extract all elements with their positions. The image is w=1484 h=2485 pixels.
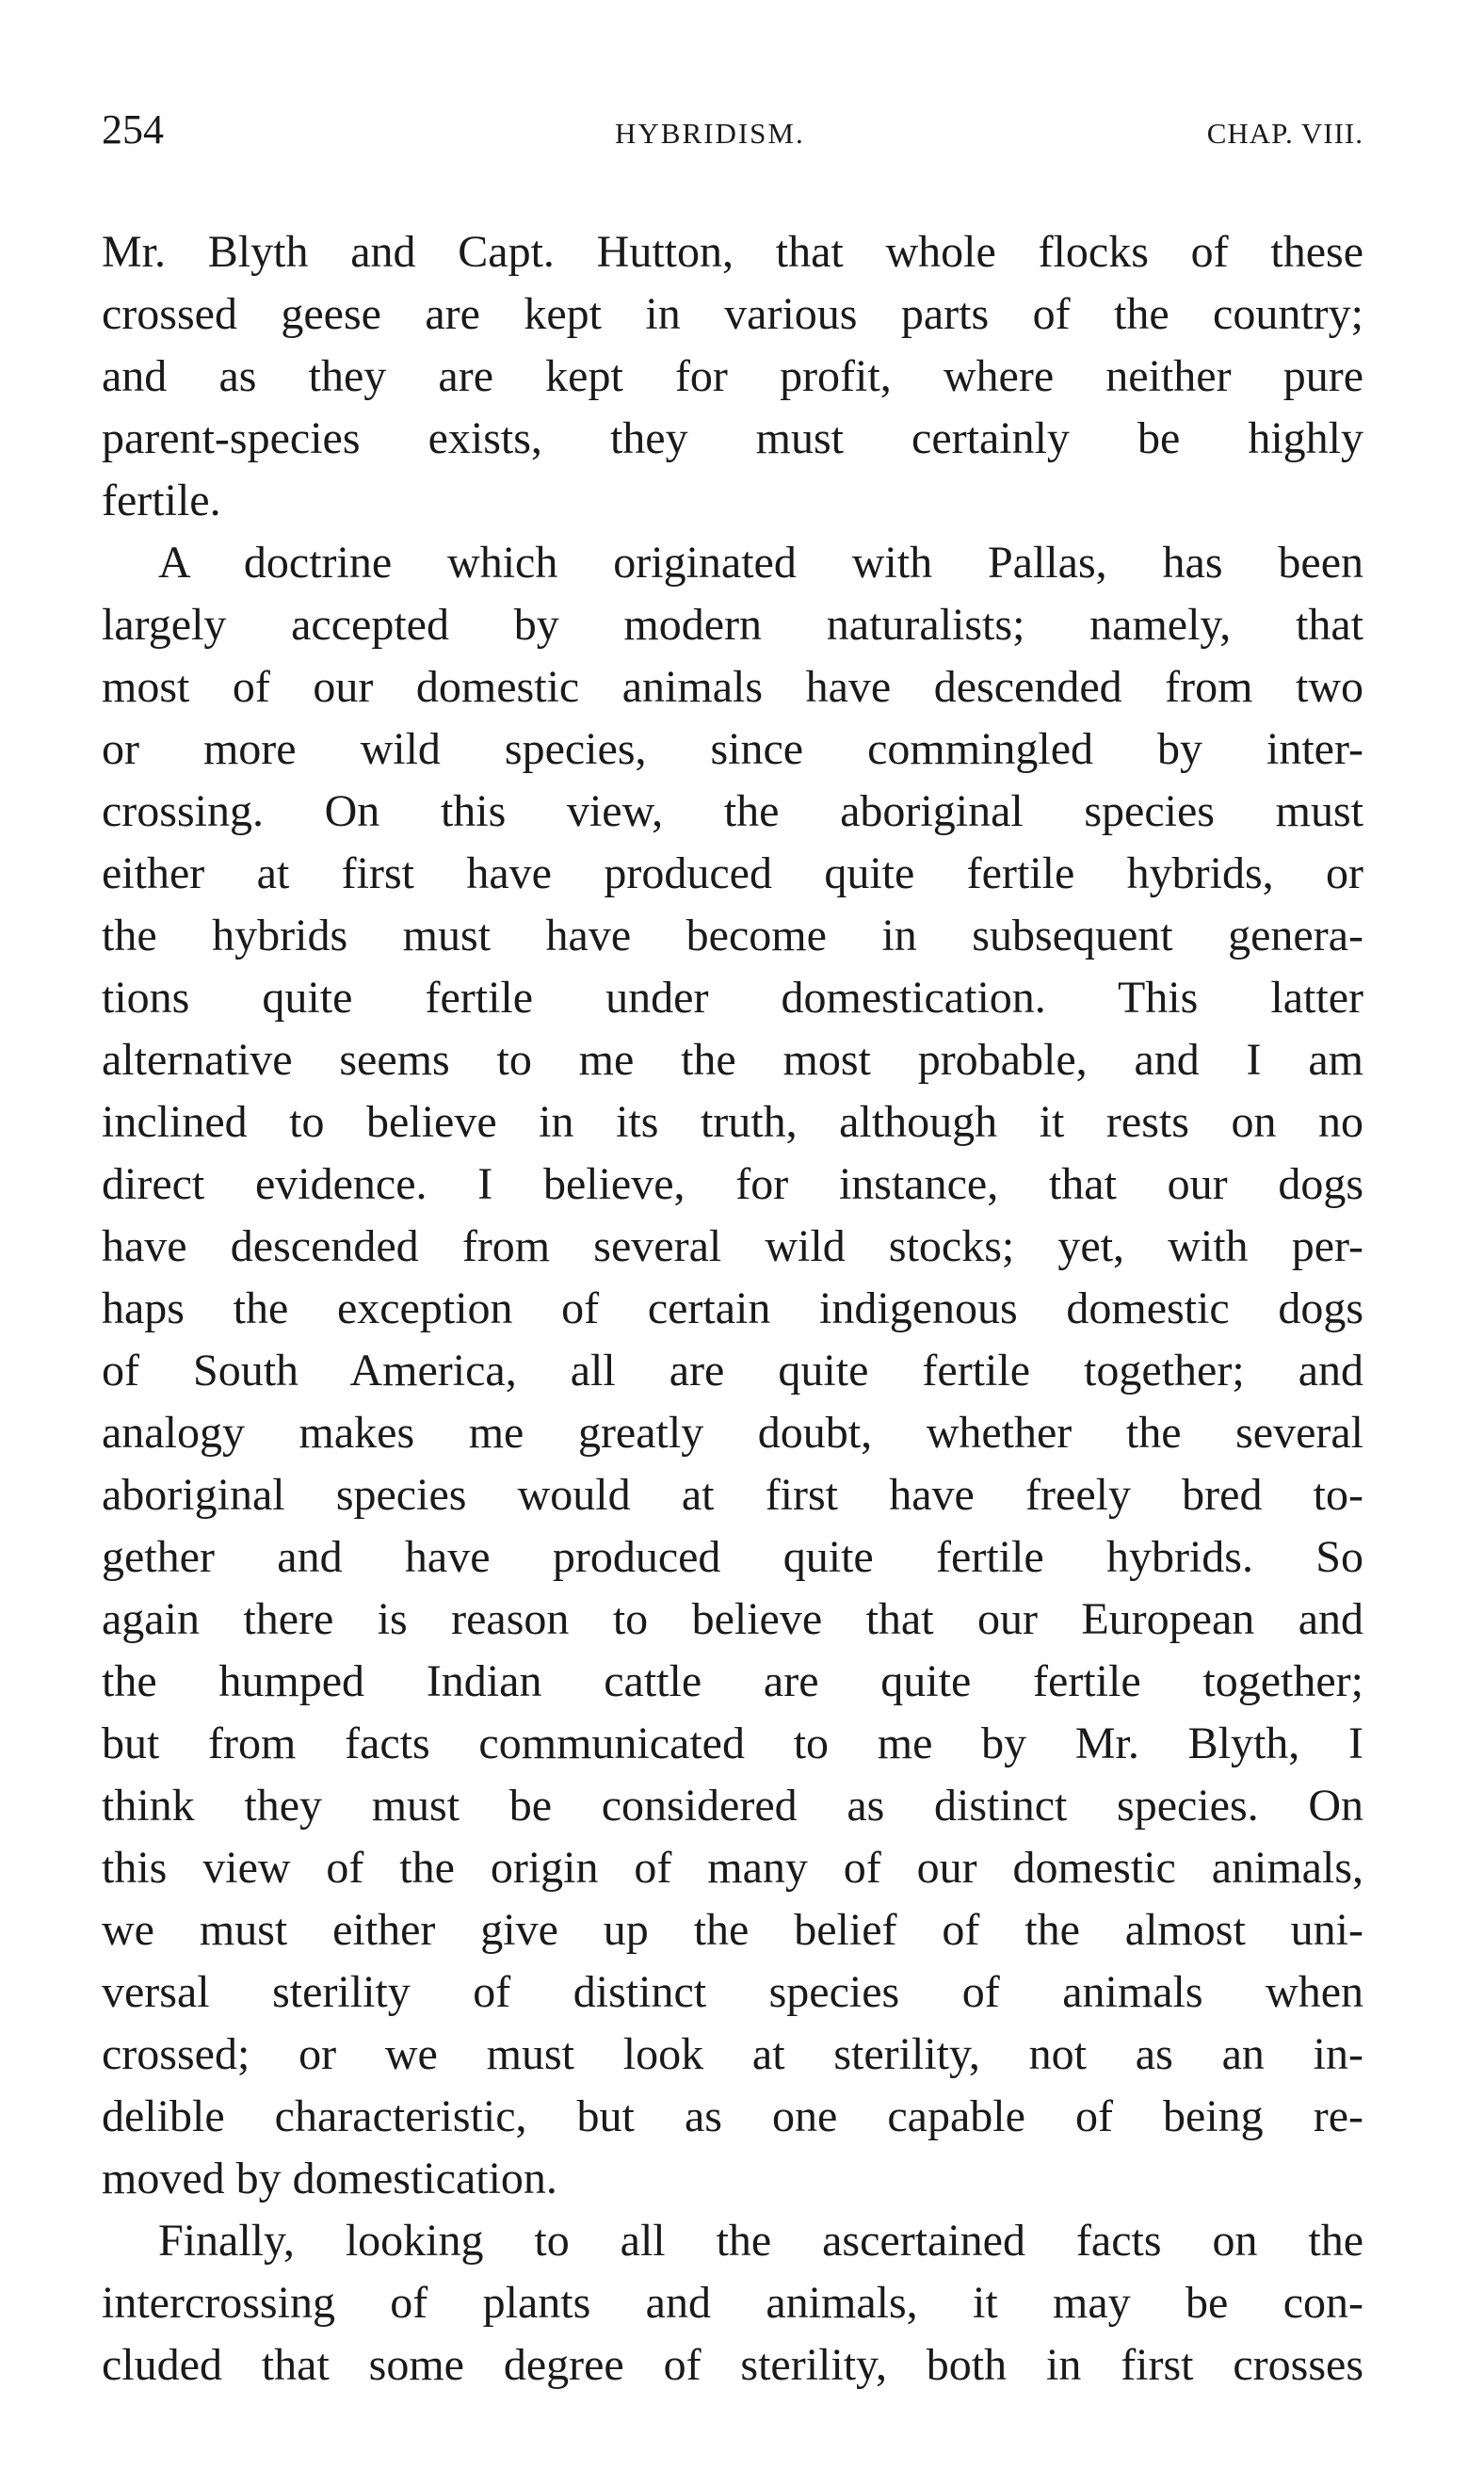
text-line: crossed; or we must look at sterility, not as an in- xyxy=(102,2029,1363,2079)
text-line: but from facts communicated to me by Mr. Blyth, I xyxy=(102,1719,1363,1768)
text-line: most of our domestic animals have descended from two xyxy=(102,662,1363,712)
text-line: again there is reason to believe that our European and xyxy=(102,1594,1363,1644)
text-line: and as they are kept for profit, where neither pure xyxy=(102,351,1363,401)
text-line: this view of the origin of many of our domestic animals, xyxy=(102,1843,1363,1893)
text-line: direct evidence. I believe, for instance, that our dogs xyxy=(102,1159,1363,1209)
running-head xyxy=(102,105,1363,162)
chapter-reference: CHAP. VIII. xyxy=(1206,117,1363,150)
text-line: of South America, all are quite fertile together; and xyxy=(102,1346,1363,1396)
text-line: versal sterility of distinct species of animals when xyxy=(102,1967,1363,2017)
text-line: either at first have produced quite fertile hybrids, or xyxy=(102,848,1363,898)
text-line: parent-species exists, they must certainly be highly xyxy=(102,413,1363,463)
text-line: gether and have produced quite fertile hybrids. So xyxy=(102,1532,1363,1582)
text-line: we must either give up the belief of the almost uni- xyxy=(102,1905,1363,1955)
text-line: aboriginal species would at first have freely bred to- xyxy=(102,1470,1363,1520)
text-line: think they must be considered as distinct species. On xyxy=(102,1781,1363,1831)
text-line: inclined to believe in its truth, although it rests on no xyxy=(102,1097,1363,1147)
page-number: 254 xyxy=(102,106,164,153)
text-line: A doctrine which originated with Pallas, has been xyxy=(158,538,1363,588)
text-line: moved by domestication. xyxy=(102,2154,557,2203)
text-line: alternative seems to me the most probable, and I am xyxy=(102,1035,1363,1085)
text-line: crossing. On this view, the aboriginal species must xyxy=(102,786,1363,836)
text-line: analogy makes me greatly doubt, whether the several xyxy=(102,1408,1363,1458)
text-line: largely accepted by modern naturalists; namely, that xyxy=(102,600,1363,650)
text-line: fertile. xyxy=(102,476,221,525)
text-line: the hybrids must have become in subsequent genera- xyxy=(102,911,1363,960)
running-title: HYBRIDISM. xyxy=(615,117,805,150)
text-line: intercrossing of plants and animals, it may be con- xyxy=(102,2278,1363,2328)
text-line: crossed geese are kept in various parts of the country; xyxy=(102,289,1363,339)
body-text xyxy=(102,221,1363,2396)
text-line: Finally, looking to all the ascertained facts on the xyxy=(158,2216,1363,2266)
text-line: or more wild species, since commingled by inter- xyxy=(102,724,1363,774)
text-line: the humped Indian cattle are quite fertile together; xyxy=(102,1656,1363,1706)
text-line: Mr. Blyth and Capt. Hutton, that whole flocks of these xyxy=(102,227,1363,277)
text-line: tions quite fertile under domestication. This latter xyxy=(102,973,1363,1023)
text-line: delible characteristic, but as one capable of being re- xyxy=(102,2091,1363,2141)
text-line: have descended from several wild stocks; yet, with per- xyxy=(102,1221,1363,1271)
text-line: haps the exception of certain indigenous domestic dogs xyxy=(102,1283,1363,1333)
text-line: cluded that some degree of sterility, both in first crosses xyxy=(102,2340,1363,2390)
